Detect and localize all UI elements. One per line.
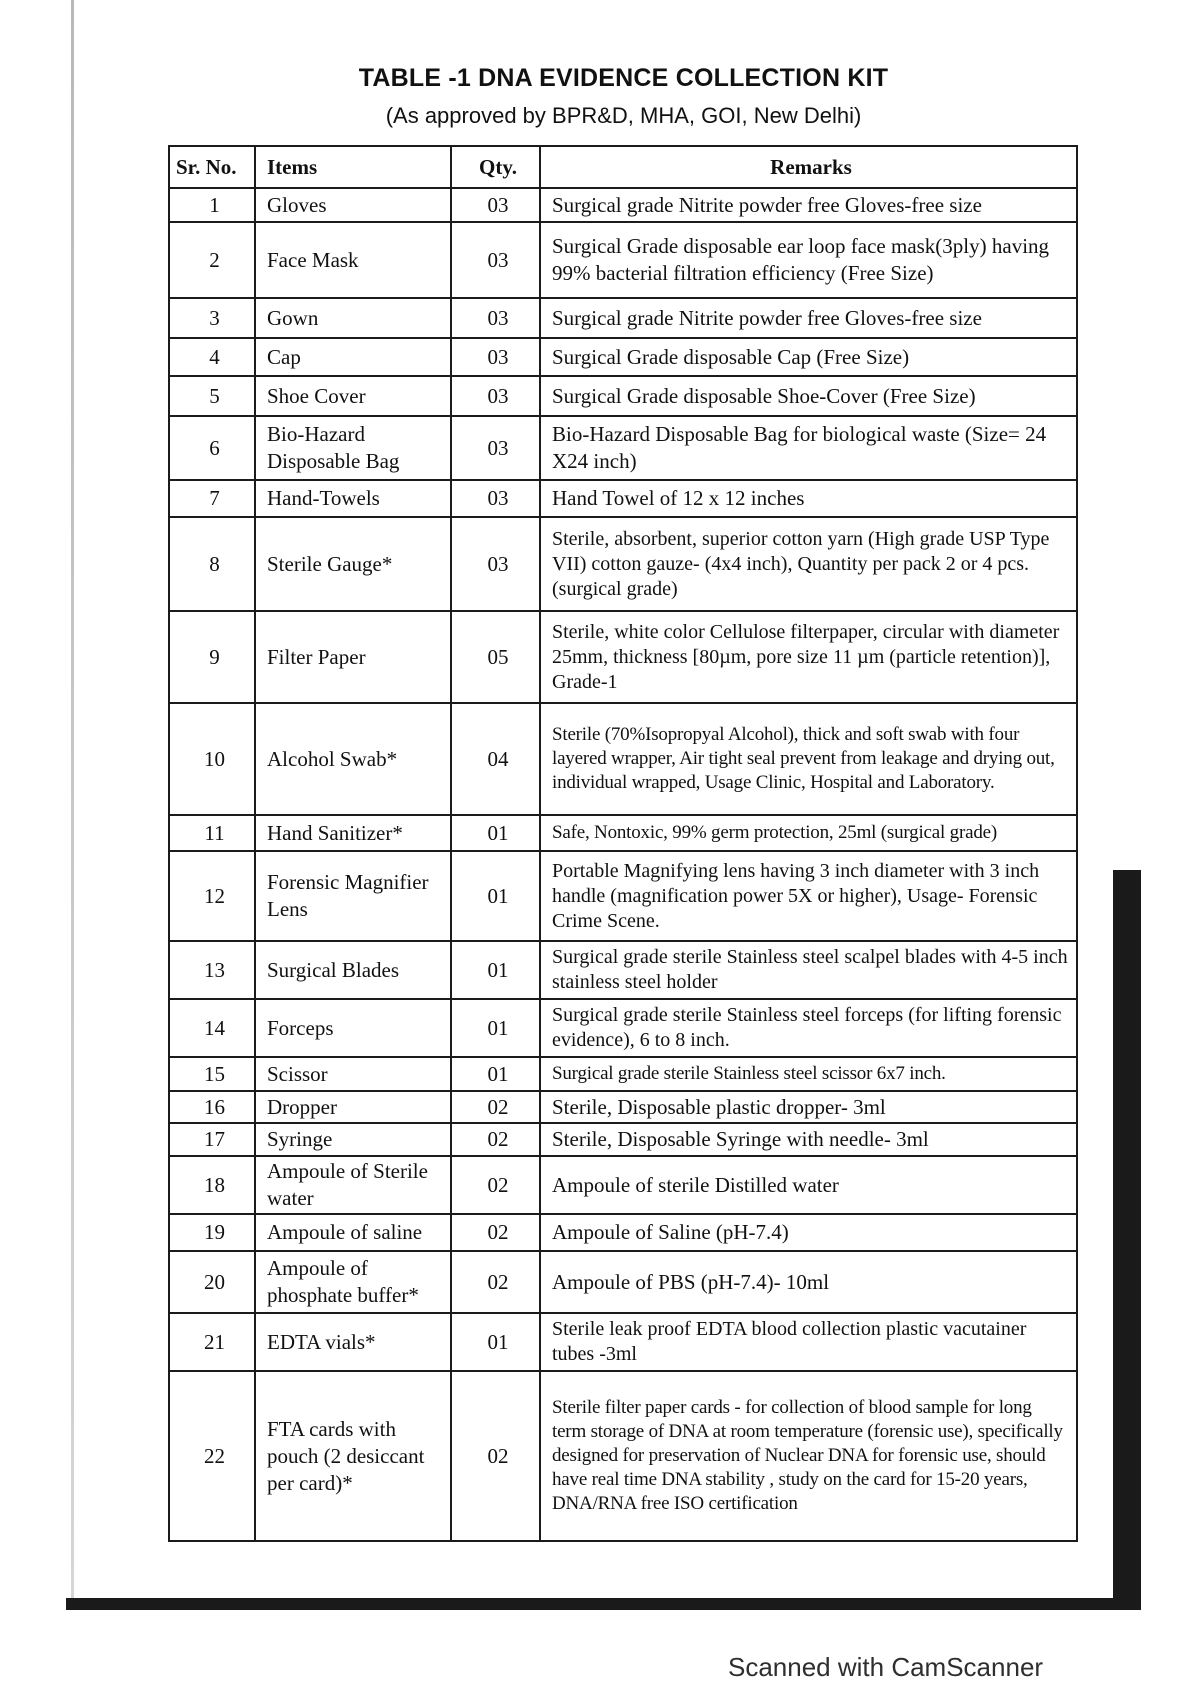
cell-sr: 6 [169, 416, 255, 480]
table-row [169, 338, 1077, 376]
table-header-row [169, 146, 1077, 188]
cell-item: Hand-Towels [255, 480, 451, 517]
cell-item: Cap [255, 338, 451, 376]
scan-left-edge [71, 0, 74, 1608]
table-row [169, 517, 1077, 611]
cell-item: Hand Sanitizer* [255, 815, 451, 851]
cell-sr: 19 [169, 1214, 255, 1251]
cell-remarks: Hand Towel of 12 x 12 inches [540, 480, 1077, 517]
cell-qty: 03 [451, 298, 540, 338]
table-row [169, 1156, 1077, 1214]
cell-item: Ampoule of Sterile water [255, 1156, 451, 1214]
scan-bottom-shadow [66, 1598, 1141, 1610]
cell-sr: 16 [169, 1091, 255, 1123]
table-row [169, 1123, 1077, 1156]
cell-sr: 13 [169, 941, 255, 999]
header-sr-no: Sr. No. [169, 146, 255, 188]
cell-item: Gloves [255, 188, 451, 222]
cell-remarks: Ampoule of PBS (pH-7.4)- 10ml [540, 1251, 1077, 1313]
cell-sr: 18 [169, 1156, 255, 1214]
cell-sr: 15 [169, 1057, 255, 1091]
table-row [169, 188, 1077, 222]
cell-remarks: Sterile, absorbent, superior cotton yarn (High grade USP Type VII) cotton gauze- (4x4 inch), Quantity per pack 2 or 4 pcs. (surgical grade) [540, 517, 1077, 611]
table-row [169, 222, 1077, 298]
cell-item: Filter Paper [255, 611, 451, 703]
cell-item: Syringe [255, 1123, 451, 1156]
cell-remarks: Sterile filter paper cards - for collection of blood sample for long term storage of DNA at room temperature (forensic use), specifically designed for preservation of Nuclear DNA for forensic use, should have real time DNA stability , study on the card for 15-20 years, DNA/RNA free ISO certification [540, 1371, 1077, 1541]
cell-item: Scissor [255, 1057, 451, 1091]
cell-sr: 17 [169, 1123, 255, 1156]
cell-qty: 01 [451, 999, 540, 1057]
cell-sr: 14 [169, 999, 255, 1057]
table-row [169, 1057, 1077, 1091]
cell-remarks: Surgical grade Nitrite powder free Gloves-free size [540, 188, 1077, 222]
table-row [169, 480, 1077, 517]
cell-qty: 02 [451, 1123, 540, 1156]
table-row [169, 1251, 1077, 1313]
cell-sr: 11 [169, 815, 255, 851]
header-items: Items [255, 146, 451, 188]
cell-qty: 01 [451, 851, 540, 941]
cell-item: Bio-Hazard Disposable Bag [255, 416, 451, 480]
table-row [169, 851, 1077, 941]
cell-item: Dropper [255, 1091, 451, 1123]
cell-item: FTA cards with pouch (2 desiccant per card)* [255, 1371, 451, 1541]
cell-qty: 01 [451, 1313, 540, 1371]
cell-qty: 03 [451, 480, 540, 517]
cell-qty: 02 [451, 1214, 540, 1251]
table-row [169, 1214, 1077, 1251]
cell-remarks: Surgical grade sterile Stainless steel scissor 6x7 inch. [540, 1057, 1077, 1091]
table-row [169, 815, 1077, 851]
table-row [169, 703, 1077, 815]
cell-qty: 01 [451, 941, 540, 999]
table-row [169, 941, 1077, 999]
dna-kit-table [168, 145, 1078, 1542]
cell-item: Gown [255, 298, 451, 338]
cell-item: EDTA vials* [255, 1313, 451, 1371]
cell-sr: 2 [169, 222, 255, 298]
table-row [169, 416, 1077, 480]
cell-item: Forceps [255, 999, 451, 1057]
cell-qty: 04 [451, 703, 540, 815]
table-row [169, 611, 1077, 703]
cell-remarks: Surgical Grade disposable ear loop face mask(3ply) having 99% bacterial filtration efficiency (Free Size) [540, 222, 1077, 298]
cell-qty: 01 [451, 815, 540, 851]
cell-sr: 8 [169, 517, 255, 611]
cell-remarks: Surgical Grade disposable Cap (Free Size) [540, 338, 1077, 376]
cell-remarks: Sterile, Disposable plastic dropper- 3ml [540, 1091, 1077, 1123]
cell-remarks: Surgical grade Nitrite powder free Gloves-free size [540, 298, 1077, 338]
cell-qty: 03 [451, 338, 540, 376]
cell-item: Alcohol Swab* [255, 703, 451, 815]
header-remarks: Remarks [540, 146, 1077, 188]
cell-remarks: Surgical grade sterile Stainless steel forceps (for lifting forensic evidence), 6 to 8 inch. [540, 999, 1077, 1057]
cell-remarks: Sterile leak proof EDTA blood collection plastic vacutainer tubes -3ml [540, 1313, 1077, 1371]
page-title: TABLE -1 DNA EVIDENCE COLLECTION KIT [358, 64, 889, 92]
cell-remarks: Ampoule of sterile Distilled water [540, 1156, 1077, 1214]
cell-remarks: Sterile, white color Cellulose filterpaper, circular with diameter 25mm, thickness [80µm, pore size 11 µm (particle retention)], Grade-1 [540, 611, 1077, 703]
cell-remarks: Safe, Nontoxic, 99% germ protection, 25ml (surgical grade) [540, 815, 1077, 851]
cell-qty: 01 [451, 1057, 540, 1091]
cell-item: Ampoule of phosphate buffer* [255, 1251, 451, 1313]
table-row [169, 1313, 1077, 1371]
table-row [169, 1371, 1077, 1541]
cell-remarks: Portable Magnifying lens having 3 inch diameter with 3 inch handle (magnification power 5X or higher), Usage- Forensic Crime Scene. [540, 851, 1077, 941]
cell-sr: 3 [169, 298, 255, 338]
cell-remarks: Sterile (70%Isopropyal Alcohol), thick and soft swab with four layered wrapper, Air tight seal prevent from leakage and drying out, individual wrapped, Usage Clinic, Hospital and Laboratory. [540, 703, 1077, 815]
cell-qty: 02 [451, 1251, 540, 1313]
cell-sr: 5 [169, 376, 255, 416]
cell-qty: 03 [451, 376, 540, 416]
cell-item: Sterile Gauge* [255, 517, 451, 611]
camscanner-watermark: Scanned with CamScanner [728, 1652, 1044, 1682]
cell-qty: 05 [451, 611, 540, 703]
header-qty: Qty. [451, 146, 540, 188]
page-subtitle: (As approved by BPR&D, MHA, GOI, New Delhi) [385, 103, 862, 128]
cell-remarks: Ampoule of Saline (pH-7.4) [540, 1214, 1077, 1251]
scan-right-shadow [1113, 870, 1141, 1608]
cell-qty: 02 [451, 1371, 540, 1541]
cell-sr: 10 [169, 703, 255, 815]
cell-item: Forensic Magnifier Lens [255, 851, 451, 941]
cell-item: Ampoule of saline [255, 1214, 451, 1251]
cell-qty: 03 [451, 222, 540, 298]
table-row [169, 298, 1077, 338]
cell-qty: 03 [451, 416, 540, 480]
table-row [169, 1091, 1077, 1123]
table-row [169, 376, 1077, 416]
cell-sr: 21 [169, 1313, 255, 1371]
cell-sr: 7 [169, 480, 255, 517]
cell-qty: 02 [451, 1156, 540, 1214]
cell-sr: 9 [169, 611, 255, 703]
cell-item: Surgical Blades [255, 941, 451, 999]
cell-remarks: Surgical Grade disposable Shoe-Cover (Free Size) [540, 376, 1077, 416]
cell-item: Face Mask [255, 222, 451, 298]
cell-sr: 1 [169, 188, 255, 222]
cell-remarks: Bio-Hazard Disposable Bag for biological waste (Size= 24 X24 inch) [540, 416, 1077, 480]
table-row [169, 999, 1077, 1057]
cell-qty: 03 [451, 517, 540, 611]
cell-remarks: Surgical grade sterile Stainless steel scalpel blades with 4-5 inch stainless steel holder [540, 941, 1077, 999]
cell-qty: 02 [451, 1091, 540, 1123]
cell-sr: 4 [169, 338, 255, 376]
cell-sr: 20 [169, 1251, 255, 1313]
cell-remarks: Sterile, Disposable Syringe with needle- 3ml [540, 1123, 1077, 1156]
cell-qty: 03 [451, 188, 540, 222]
cell-sr: 22 [169, 1371, 255, 1541]
cell-item: Shoe Cover [255, 376, 451, 416]
cell-sr: 12 [169, 851, 255, 941]
